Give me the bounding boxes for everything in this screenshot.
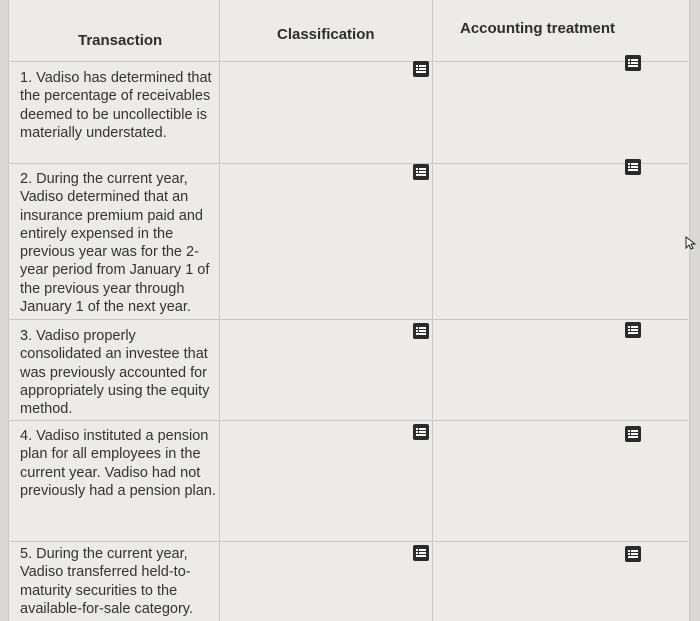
transaction-1-text: 1. Vadiso has determined that the percentage of receivables deemed to be uncollectible is materially understated. <box>20 70 212 141</box>
treatment-dropdown-3-icon[interactable] <box>625 322 641 338</box>
column-divider <box>432 0 433 621</box>
row-divider <box>8 319 688 320</box>
treatment-dropdown-2-icon[interactable] <box>625 159 641 175</box>
classification-dropdown-4-icon[interactable] <box>413 424 429 440</box>
classification-dropdown-5-icon[interactable] <box>413 545 429 561</box>
transaction-4-text: 4. Vadiso instituted a pension plan for all employees in the current year. Vadiso had not previously had a pension plan. <box>20 428 216 499</box>
classification-dropdown-2-icon[interactable] <box>413 164 429 180</box>
header-accounting-treatment: Accounting treatment <box>460 20 616 37</box>
header-classification: Classification <box>277 26 375 43</box>
row-divider <box>8 61 688 62</box>
transaction-3-text: 3. Vadiso properly consolidated an investee that was previously accounted for appropriately using the equity method. <box>20 328 210 418</box>
mouse-pointer-icon <box>685 236 697 250</box>
row-divider <box>8 420 688 421</box>
treatment-dropdown-1-icon[interactable] <box>625 55 641 71</box>
header-transaction: Transaction <box>78 32 163 49</box>
transaction-5-text: 5. During the current year, Vadiso transferred held-to-maturity securities to the available-for-sale category. <box>20 546 194 617</box>
column-divider <box>219 0 220 621</box>
row-divider <box>8 541 688 542</box>
transaction-2-text: 2. During the current year, Vadiso determined that an insurance premium paid and entirely expensed in the previous year was for the 2-year period from January 1 of the previous year through January 1 of the next year. <box>20 171 210 316</box>
classification-dropdown-1-icon[interactable] <box>413 61 429 77</box>
classification-dropdown-3-icon[interactable] <box>413 323 429 339</box>
treatment-dropdown-5-icon[interactable] <box>625 546 641 562</box>
treatment-dropdown-4-icon[interactable] <box>625 426 641 442</box>
row-divider <box>8 163 688 164</box>
